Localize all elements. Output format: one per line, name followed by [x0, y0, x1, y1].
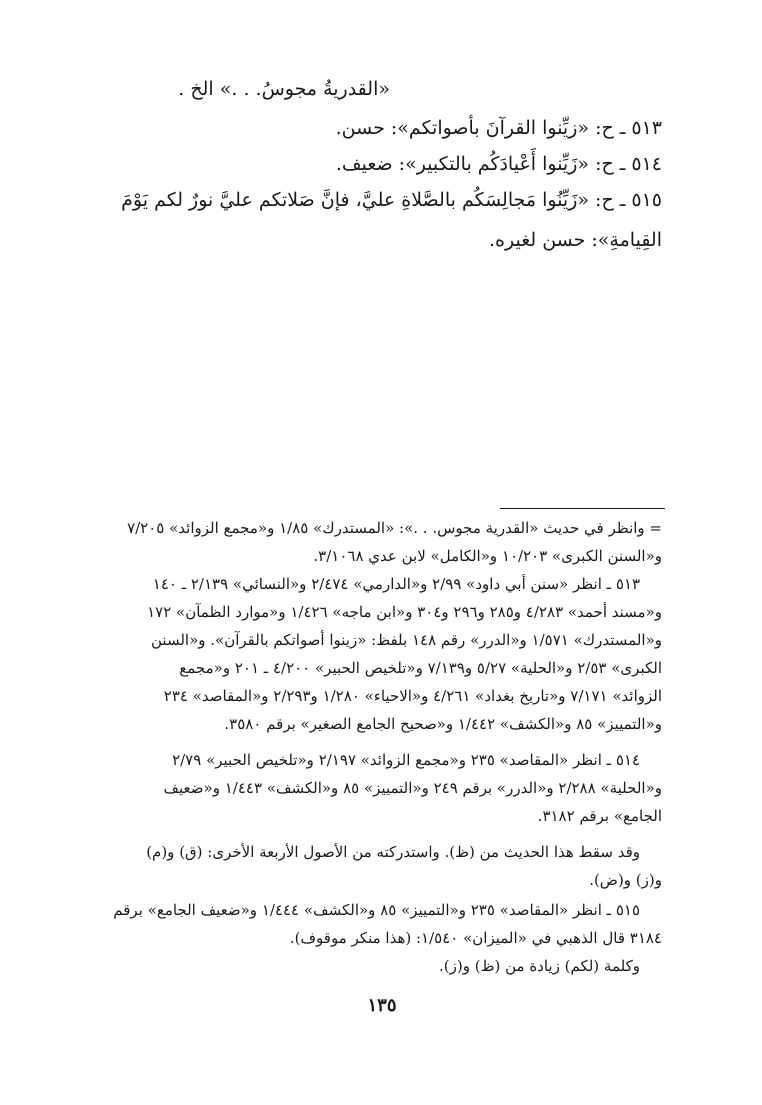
hadith-515: ٥١٥ ـ ح: «زَيِّنُوا مَجالِسَكُم بالصَّلاةِ عليَّ، فإنَّ صَلاتكم عليَّ نورٌ لكم يَوْمَ [121, 189, 662, 211]
footnote-line-13: و(ز) و(ض). [589, 871, 662, 889]
hadith-514: ٥١٤ ـ ح: «زَيِّنوا أَعْيادَكُم بالتكبير»: ضعيف. [335, 153, 662, 175]
footnote-separator [500, 508, 665, 509]
hadith-513: ٥١٣ ـ ح: «زيِّنوا القرآنَ بأصواتكم»: حسن. [335, 117, 662, 139]
footnote-line-4: و«مسند أحمد» ٤/٢٨٣ و٢٨٥ و٢٩٦ و٣٠٤ و«ابن ماجه» ١/٤٢٦ و«موارد الظمآن» ١٧٢ [147, 603, 662, 621]
footnote-line-11: الجامع» برقم ٣١٨٢. [537, 807, 662, 825]
main-line-1: «القدريةُ مجوسُ. . .» الخ . [178, 78, 390, 100]
footnote-line-5: و«المستدرك» ١/٥٧١ و«الدرر» رقم ١٤٨ بلفظ: «زينوا أصواتكم بالقرآن». و«السنن [151, 631, 662, 649]
page-number: ١٣٥ [367, 995, 397, 1016]
footnote-line-8: و«التمييز» ٨٥ و«الكشف» ١/٤٤٢ و«صحيح الجامع الصغير» برقم ٣٥٨٠. [224, 715, 662, 733]
footnote-line-7: الزوائد» ٧/١٧١ و«تاريخ بغداد» ٤/٢٦١ و«الاحياء» ١/٢٨٠ و٢/٢٩٣ و«المقاصد» ٢٣٤ [163, 687, 662, 705]
footnote-line-6: الكبرى» ٢/٥٣ و«الحلية» ٥/٢٧ و٧/١٣٩ و«تلخيص الحبير» ٤/٢٠٠ ـ ٢٠١ و«مجمع [179, 659, 662, 677]
footnote-line-15: ٣١٨٤ قال الذهبي في «الميزان» ١/٥٤٠: (هذا منكر موقوف). [289, 929, 662, 947]
footnote-line-1: = وانظر في حديث «القدرية مجوس. . .»: «المستدرك» ١/٨٥ و«مجمع الزوائد» ٧/٢٠٥ [127, 519, 662, 537]
footnote-line-16: وكلمة (لكم) زيادة من (ظ) و(ز). [439, 957, 640, 975]
footnote-line-14: ٥١٥ ـ انظر «المقاصد» ٢٣٥ و«التمييز» ٨٥ و«الكشف» ١/٤٤٤ و«ضعيف الجامع» برقم [113, 901, 640, 919]
footnote-line-10: و«الحلية» ٢/٢٨٨ و«الدرر» برقم ٢٤٩ و«التمييز» ٨٥ و«الكشف» ١/٤٤٣ و«ضعيف [163, 779, 662, 797]
footnote-line-3: ٥١٣ ـ انظر «سنن أبي داود» ٢/٩٩ و«الدارمي» ٢/٤٧٤ و«النسائي» ٢/١٣٩ ـ ١٤٠ [152, 575, 640, 593]
hadith-515-cont: القِيامةِ»: حسن لغيره. [489, 229, 662, 251]
footnote-line-9: ٥١٤ ـ انظر «المقاصد» ٢٣٥ و«مجمع الزوائد» ٢/١٩٧ و«تلخيص الحبير» ٢/٧٩ [172, 751, 640, 769]
footnote-line-12: وقد سقط هذا الحديث من (ظ). واستدركته من الأصول الأربعة الأخرى: (ق) و(م) [146, 843, 640, 861]
footnote-line-2: و«السنن الكبرى» ١٠/٢٠٣ و«الكامل» لابن عدي ٣/١٠٦٨. [313, 547, 662, 565]
